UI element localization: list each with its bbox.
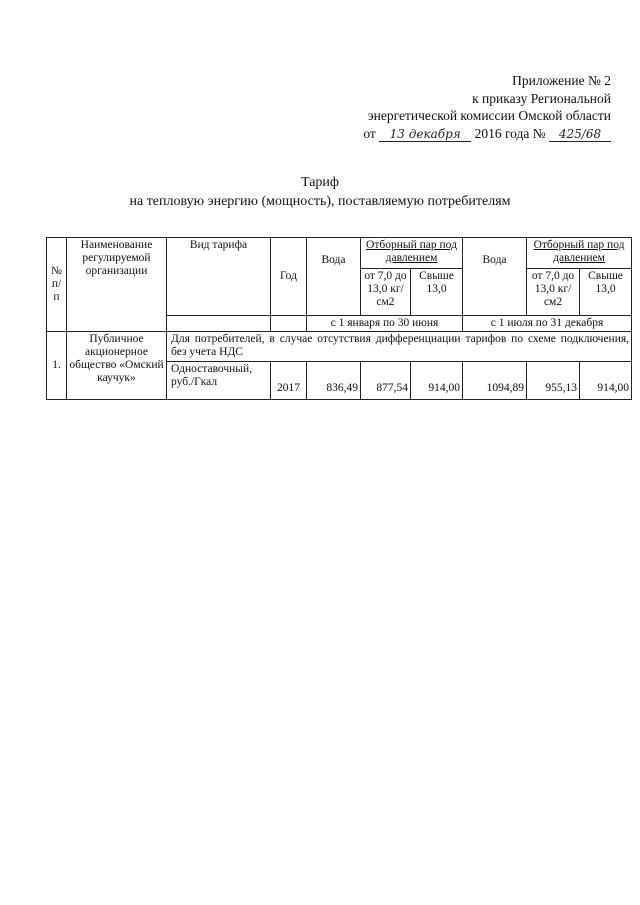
date-prefix: от [363,125,376,141]
header-empty-year [271,316,307,332]
appendix-commission-line: энергетической комиссии Омской области [367,108,611,123]
document-subtitle: на тепловую энергию (мощность), поставляемую потребителям [129,194,511,209]
row-num: 1. [47,332,67,400]
header-water-1: Вода [307,238,361,316]
header-org: Наименование регулируемой организации [67,238,167,332]
header-water-2: Вода [463,238,527,316]
handwritten-date: 13 декабря [379,128,471,142]
handwritten-order-number: 425/68 [549,128,611,142]
header-year: Год [271,238,307,316]
row-year: 2017 [271,362,307,400]
header-pressure-over13-a: Свыше 13,0 [411,269,463,316]
appendix-header [311,72,611,142]
header-num: № п/ п [47,238,67,332]
header-empty-tariff [167,316,271,332]
row-tariff-type: Одноставочный, руб./Гкал [167,362,271,400]
value-steam-7-13-2: 955,13 [527,362,580,400]
header-steam-1: Отборный пар под давлением [361,238,463,269]
header-pressure-7-13-a: от 7,0 до 13,0 кг/см2 [361,269,411,316]
row-consumer-note: Для потребителей, в случае отсутствия дифференциации тарифов по схеме подключения, без учета НДС [167,332,632,362]
value-steam-7-13-1: 877,54 [361,362,411,400]
document-title: Тариф [301,175,339,190]
header-steam-2: Отборный пар под давлением [527,238,632,269]
header-tariff-type: Вид тарифа [167,238,271,316]
row-org: Публичное акционерное общество «Омский каучук» [67,332,167,400]
value-steam-over13-1: 914,00 [411,362,463,400]
appendix-date-line [311,125,611,143]
value-water-2: 1094,89 [463,362,527,400]
header-pressure-7-13-b: от 7,0 до 13,0 кг/см2 [527,269,580,316]
appendix-title: Приложение № 2 [512,73,611,88]
header-period-2: с 1 июля по 31 декабря [463,316,632,332]
year-text: 2016 года № [474,125,546,141]
tariff-table [46,237,632,400]
value-water-1: 836,49 [307,362,361,400]
appendix-order-line: к приказу Региональной [472,90,611,106]
header-period-1: с 1 января по 30 июня [307,316,463,332]
value-steam-over13-2: 914,00 [580,362,632,400]
header-pressure-over13-b: Свыше 13,0 [580,269,632,316]
